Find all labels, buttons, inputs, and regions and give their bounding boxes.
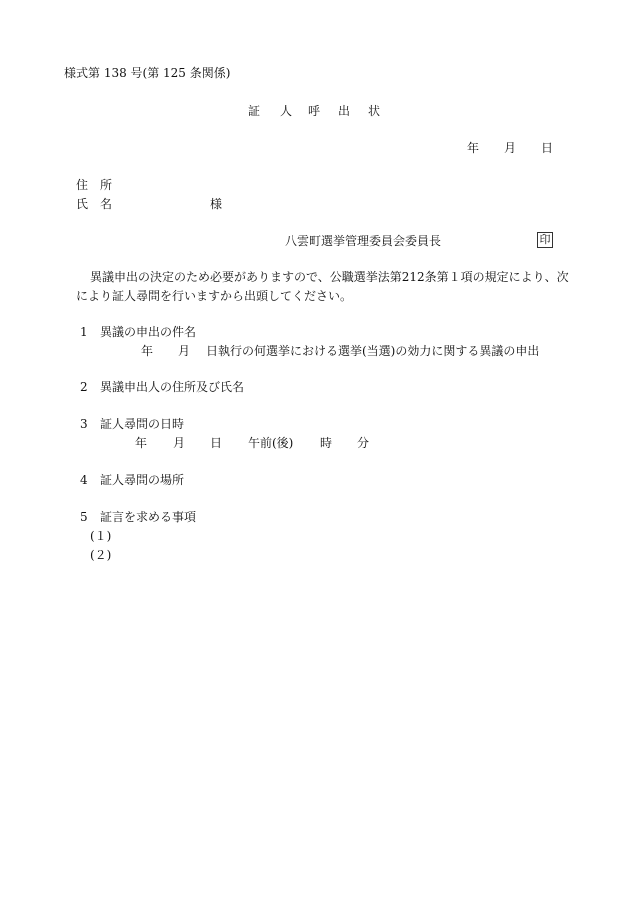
- item-4-label: 証人尋問の場所: [100, 473, 185, 487]
- item-1-number: 1: [80, 325, 88, 339]
- sender: 八雲町選挙管理委員会委員長: [285, 234, 442, 248]
- name-label: 氏 名: [76, 197, 113, 211]
- item-3-day: 日: [210, 436, 223, 450]
- item-2-label: 異議申出人の住所及び氏名: [100, 380, 245, 394]
- item-1-month: 月: [178, 344, 191, 358]
- item-4-number: 4: [80, 473, 88, 487]
- date-month: 月: [504, 141, 517, 155]
- item-3-hour: 時: [320, 436, 333, 450]
- body-text-line-2: により証人尋問を行いますから出頭してください。: [76, 289, 353, 303]
- title-char-3: 呼: [308, 104, 321, 118]
- item-3-year: 年: [135, 436, 148, 450]
- date-day: 日: [541, 141, 554, 155]
- title-char-2: 人: [280, 104, 293, 118]
- honorific: 様: [210, 197, 223, 211]
- item-5-subitem-1: (１): [90, 529, 112, 543]
- item-1-detail: 日執行の何選挙における選挙(当選)の効力に関する異議の申出: [206, 344, 540, 358]
- item-3-month: 月: [173, 436, 186, 450]
- item-3-ampm: 午前(後): [248, 436, 294, 450]
- form-number: 様式第 138 号(第 125 条関係): [64, 66, 231, 80]
- address-label: 住 所: [76, 178, 113, 192]
- title-char-4: 出: [338, 104, 351, 118]
- title-char-5: 状: [368, 104, 381, 118]
- item-3-label: 証人尋問の日時: [100, 417, 185, 431]
- seal-box: 印: [537, 232, 553, 248]
- item-5-subitem-2: (２): [90, 548, 112, 562]
- item-1-label: 異議の申出の件名: [100, 325, 197, 339]
- body-text-line-1: 異議申出の決定のため必要がありますので、公職選挙法第212条第１項の規定により、次: [90, 270, 569, 284]
- item-5-label: 証言を求める事項: [100, 510, 197, 524]
- item-1-year: 年: [141, 344, 154, 358]
- item-3-number: 3: [80, 417, 88, 431]
- title-char-1: 証: [248, 104, 261, 118]
- item-5-number: 5: [80, 510, 88, 524]
- item-3-minute: 分: [357, 436, 370, 450]
- item-2-number: 2: [80, 380, 88, 394]
- date-year: 年: [467, 141, 480, 155]
